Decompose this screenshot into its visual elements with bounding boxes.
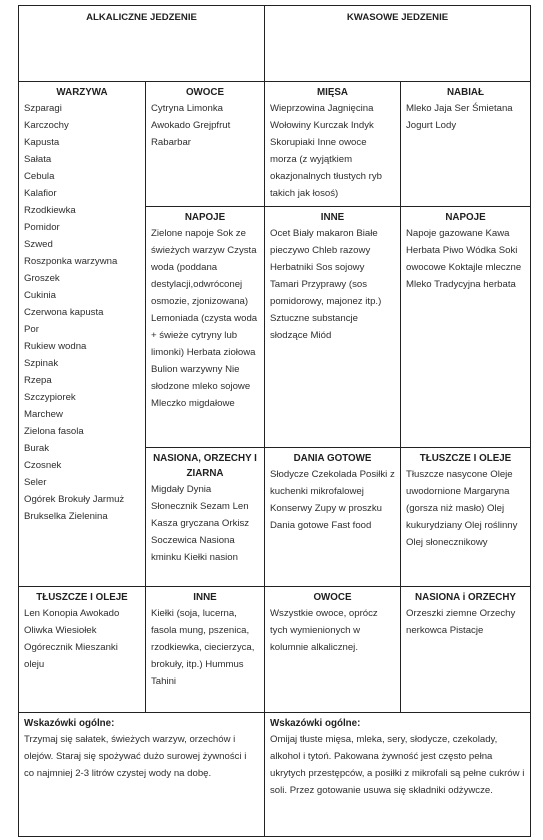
warzywa-item: Pomidor <box>24 222 60 233</box>
warzywa-item: Seler <box>24 477 47 488</box>
warzywa-item: Cebula <box>24 171 55 182</box>
alkaline-header-text: ALKALICZNE JEDZENIE <box>86 12 197 23</box>
napoje-kw-title: NAPOJE <box>445 212 486 223</box>
tluszcze-kw-cell <box>401 448 531 587</box>
warzywa-cell <box>19 82 146 587</box>
warzywa-item: Szpinak <box>24 358 59 369</box>
owoce-kw-text: Wszystkie owoce, oprócz tych wymienionych w kolumnie alkalicznej. <box>270 608 378 653</box>
miesa-text: Wieprzowina Jagnięcina Wołowiny Kurczak Indyk Skorupiaki Inne owoce morza (z wyjątkiem okazjonalnych tłustych ryb takich jak łosoś) <box>270 103 382 199</box>
tluszcze-alk-text: Len Konopia Awokado Oliwka Wiesiołek Ogórecznik Mieszanki oleju <box>24 608 120 670</box>
warzywa-item: Szparagi <box>24 103 62 114</box>
dania-text: Słodycze Czekolada Posiłki z kuchenki mikrofalowej Konserwy Zupy w proszku Dania gotowe Fast food <box>270 469 395 531</box>
warzywa-item: Szwed <box>24 239 53 250</box>
nabial-title: NABIAŁ <box>446 87 484 98</box>
nabial-text: Mleko Jaja Ser Śmietana Jogurt Lody <box>406 103 513 131</box>
miesa-cell <box>265 82 401 207</box>
acidic-header-text: KWASOWE JEDZENIE <box>346 12 449 23</box>
warzywa-item: Burak <box>24 443 50 454</box>
warzywa-item: Cukinia <box>24 290 56 301</box>
warzywa-item: Kapusta <box>24 137 60 148</box>
warzywa-item: Karczochy <box>24 120 69 131</box>
warzywa-item: Brukselka Zielenina <box>24 511 108 522</box>
nasiona-kw-title: NASIONA i ORZECHY <box>415 592 516 603</box>
tips-alk-cell <box>19 713 265 837</box>
warzywa-item: Zielona fasola <box>24 426 84 437</box>
warzywa-item: Groszek <box>24 273 60 284</box>
inne-alk-text: Kiełki (soja, lucerna, fasola mung, pszenica, rzodkiewka, ciecierzyca, brokuły, itp.) Hummus Tahini <box>151 608 255 687</box>
warzywa-item: Szczypiorek <box>24 392 76 403</box>
tips-alk-text: Trzymaj się sałatek, świeżych warzyw, orzechów i olejów. Staraj się spożywać dużo surowej żywności i co najmniej 2-3 litrów czystej wody na dobę. <box>24 734 247 779</box>
tips-kw-title: Wskazówki ogólne: <box>270 718 361 729</box>
tluszcze-alk-title: TŁUSZCZE I OLEJE <box>36 592 128 603</box>
owoce-text: Cytryna Limonka Awokado Grejpfrut Rabarbar <box>151 103 231 148</box>
tluszcze-kw-title: TŁUSZCZE I OLEJE <box>419 453 512 464</box>
tluszcze-kw-text: Tłuszcze nasycone Oleje uwodornione Margaryna (gorsza niż masło) Olej kukurydziany Olej roślinny Olej słonecznikowy <box>406 469 518 548</box>
dania-title: DANIA GOTOWE <box>293 453 372 464</box>
napoje-alk-cell <box>146 207 265 448</box>
tips-kw-cell <box>265 713 531 837</box>
warzywa-item: Kalafior <box>24 188 57 199</box>
alkaline-header <box>19 6 265 82</box>
food-table <box>18 5 531 837</box>
inne-kw-text: Ocet Biały makaron Białe pieczywo Chleb razowy Herbatniki Sos sojowy Tamari Przyprawy (sos pomidorowy, majonez itp.) Sztuczne substancje słodzące Miód <box>270 228 382 341</box>
warzywa-title: WARZYWA <box>56 87 108 98</box>
warzywa-item: Roszponka warzywna <box>24 256 118 267</box>
warzywa-item: Por <box>24 324 39 335</box>
warzywa-item: Ogórek Brokuły Jarmuż <box>24 494 125 505</box>
owoce-title: OWOCE <box>185 87 225 98</box>
warzywa-item: Czerwona kapusta <box>24 307 104 318</box>
inne-kw-cell <box>265 207 401 448</box>
owoce-kw-title: OWOCE <box>313 592 352 603</box>
warzywa-item: Rzodkiewka <box>24 205 76 216</box>
inne-alk-title: INNE <box>193 592 217 603</box>
napoje-alk-title: NAPOJE <box>184 212 226 223</box>
nasiona-kw-text: Orzeszki ziemne Orzechy nerkowca Pistacje <box>406 608 516 636</box>
inne-alk-cell <box>146 587 265 713</box>
owoce-kw-cell <box>265 587 401 713</box>
warzywa-item: Rzepa <box>24 375 52 386</box>
warzywa-item: Czosnek <box>24 460 62 471</box>
napoje-kw-cell <box>401 207 531 448</box>
warzywa-list <box>24 100 140 525</box>
nasiona-title: NASIONA, ORZECHY I ZIARNA <box>153 453 257 479</box>
tips-kw-text: Omijaj tłuste mięsa, mleka, sery, słodycze, czekolady, alkohol i tytoń. Pakowana żywność jest często pełna ukrytych przestępców, a posiłki z mikrofali są pełne cukrów i soli. Przez gotowanie usuwa się składniki odżywcze. <box>270 734 525 796</box>
nabial-cell <box>401 82 531 207</box>
acidic-header <box>265 6 531 82</box>
owoce-cell <box>146 82 265 207</box>
warzywa-item: Sałata <box>24 154 52 165</box>
inne-kw-title: INNE <box>320 212 345 223</box>
dania-cell <box>265 448 401 587</box>
nasiona-text: Migdały Dynia Słonecznik Sezam Len Kasza gryczana Orkisz Soczewica Nasiona kminku Kiełki nasion <box>151 484 250 563</box>
warzywa-item: Marchew <box>24 409 63 420</box>
nasiona-cell <box>146 448 265 587</box>
tluszcze-alk-cell <box>19 587 146 713</box>
warzywa-item: Rukiew wodna <box>24 341 87 352</box>
nasiona-kw-cell <box>401 587 531 713</box>
napoje-kw-text: Napoje gazowane Kawa Herbata Piwo Wódka Soki owocowe Koktajle mleczne Mleko Tradycyjna herbata <box>406 228 522 290</box>
tips-alk-title: Wskazówki ogólne: <box>24 718 115 729</box>
napoje-alk-text: Zielone napoje Sok ze świeżych warzyw Czysta woda (poddana destylacji,odwróconej osmozie, zjonizowana) Lemoniada (czysta woda + świeże cytryny lub limonki) Herbata ziołowa Bulion warzywny Nie słodzone mleko sojowe Mleczko migdałowe <box>151 228 258 409</box>
miesa-title: MIĘSA <box>316 87 349 98</box>
